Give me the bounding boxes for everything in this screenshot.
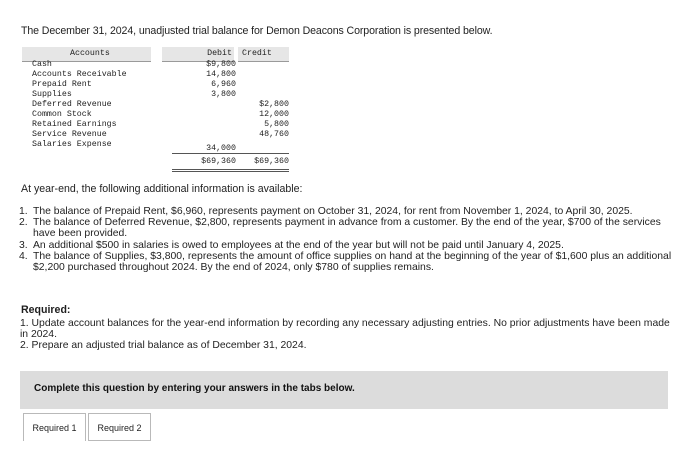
table-row <box>22 110 289 120</box>
tab-required-1[interactable]: Required 1 <box>23 413 86 441</box>
account-name: Prepaid Rent <box>32 80 92 89</box>
credit-total: $69,360 <box>254 157 289 166</box>
debit-total: $69,360 <box>201 157 236 166</box>
credit-value: 5,800 <box>264 120 289 129</box>
header-credit: Credit <box>242 49 272 58</box>
account-name: Retained Earnings <box>32 120 117 129</box>
debit-value: 6,960 <box>211 80 236 89</box>
list-item <box>19 206 683 217</box>
account-name: Accounts Receivable <box>32 70 127 79</box>
total-double-rule <box>172 171 289 172</box>
debit-value: 14,800 <box>206 70 236 79</box>
list-item <box>19 240 683 251</box>
total-double-rule <box>172 169 289 170</box>
table-row <box>22 130 289 140</box>
account-name: Common Stock <box>32 110 92 119</box>
item-number: 1. <box>19 206 28 217</box>
account-name: Salaries Expense <box>32 140 112 149</box>
debit-value: $9,800 <box>206 60 236 69</box>
additional-info-list <box>19 206 683 273</box>
header-accounts: Accounts <box>70 49 110 58</box>
subtotal-rule <box>172 153 289 154</box>
item-number: 3. <box>19 239 28 251</box>
table-row <box>22 140 289 153</box>
table-row <box>22 70 289 80</box>
credit-value: 48,760 <box>259 130 289 139</box>
table-row <box>22 100 289 110</box>
account-name: Service Revenue <box>32 130 107 139</box>
table-row <box>22 60 289 70</box>
item-text: The balance of Prepaid Rent, $6,960, represents payment on October 31, 2024, for rent from November 1, 2024, to April 30, 2025. <box>33 206 633 217</box>
debit-value: 3,800 <box>211 90 236 99</box>
table-row <box>22 120 289 130</box>
tab-required-2[interactable]: Required 2 <box>88 413 151 441</box>
table-row <box>22 90 289 100</box>
item-number: 2. <box>19 217 28 229</box>
item-text: The balance of Deferred Revenue, $2,800, represents payment in advance from a customer. By the end of the year, $700 of the services have been provided. <box>33 217 661 240</box>
item-text: An additional $500 in salaries is owed to employees at the end of the year but will not be paid until January 4, 2025. <box>33 239 564 251</box>
list-item <box>19 251 683 273</box>
intro-text: The December 31, 2024, unadjusted trial balance for Demon Deacons Corporation is presented below. <box>21 25 493 37</box>
list-item <box>19 217 683 239</box>
instruction-banner <box>20 371 668 409</box>
header-debit: Debit <box>207 49 232 58</box>
credit-value: $2,800 <box>259 100 289 109</box>
required-heading: Required: <box>21 304 71 316</box>
table-row <box>22 80 289 90</box>
debit-value: 34,000 <box>206 144 236 153</box>
account-name: Cash <box>32 60 52 69</box>
required-item: 1. Update account balances for the year-end information by recording any necessary adjusting entries. No prior adjustments have been made in 2024. <box>20 318 670 341</box>
additional-info-heading: At year-end, the following additional information is available: <box>21 183 303 195</box>
item-number: 4. <box>19 250 28 262</box>
required-item: 2. Prepare an adjusted trial balance as of December 31, 2024. <box>20 340 307 352</box>
account-name: Deferred Revenue <box>32 100 112 109</box>
trial-balance-table <box>22 47 289 173</box>
required-list <box>20 318 670 352</box>
banner-text: Complete this question by entering your answers in the tabs below. <box>34 383 355 394</box>
credit-value: 12,000 <box>259 110 289 119</box>
account-name: Supplies <box>32 90 72 99</box>
totals-row <box>22 157 289 167</box>
item-text: The balance of Supplies, $3,800, represents the amount of office supplies on hand at the beginning of the year of $1,600 plus an additional $2,200 purchased throughout 2024. By the end of 2024, only $780 of supplies remains. <box>33 250 672 274</box>
